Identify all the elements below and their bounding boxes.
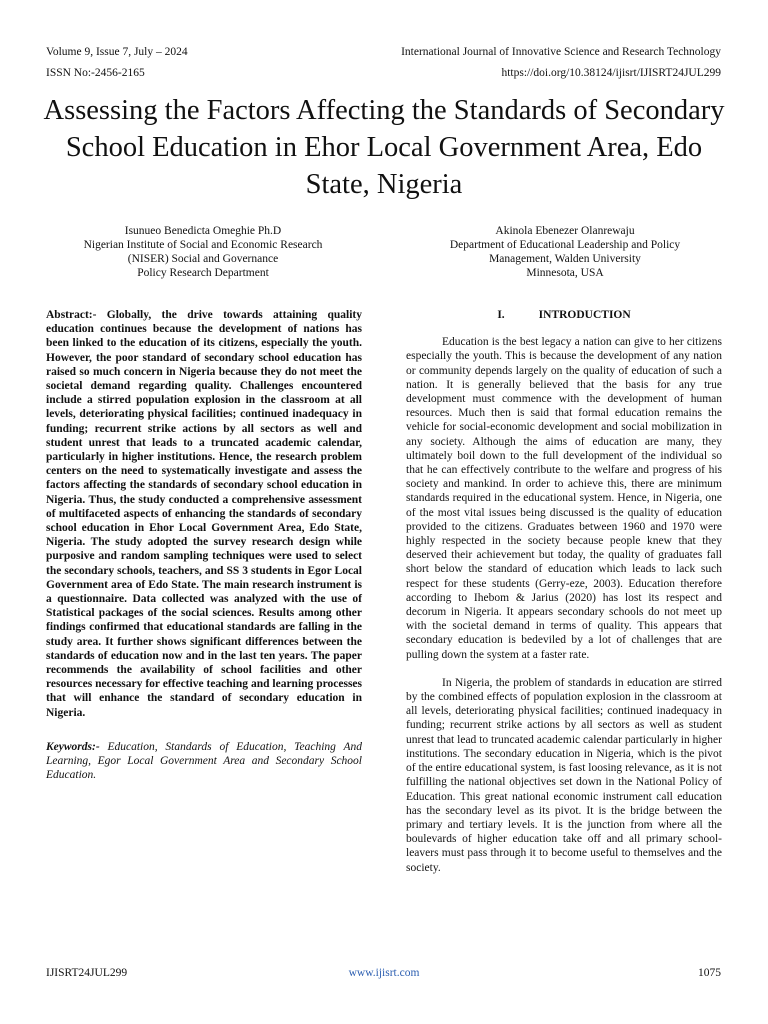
keywords-text: Education, Standards of Education, Teaching And Learning, Egor Local Government Area and Secondary School Education. bbox=[46, 740, 363, 782]
keywords-label: Keywords:- bbox=[46, 740, 100, 753]
left-column bbox=[46, 308, 362, 783]
keywords bbox=[46, 740, 362, 783]
body-paragraph: Education is the best legacy a nation can give to her citizens especially the youth. This is because the development of any nation or community depends largely on the quality of education of such a nation. It is generally believed that the basis for any true development must commence with the development of human resources. Much then is said that formal education remains the vehicle for social-economic development and social mobilization in any society. Although the aims of education are many, they ultimately boil down to the full development of the individual so that he can effectively contribute to the welfare and progress of his society and mankind. In order to achieve this, there are minimum standards required in the educational system. Hence, in Nigeria, one of the most vital issues being discussed is the quality of education provided to the citizens. Graduates between 1960 and 1970 were highly respected in the society because people knew that they deserved their achievement but today, the quality of graduates fall short below the standard of education which leads to lack such respect for these students (Gerry-eze, 2003). Education therefore according to Ihebom & Jarius (2020) has lost its respect and decorum in Nigeria. It appears secondary schools do not meet up with the societal demand in terms of quality. This appears that secondary education is bedeviled by a lot of challenges that are pulling down the system at a faster rate. bbox=[406, 336, 722, 661]
abstract-label: Abstract:- bbox=[46, 309, 97, 321]
abstract bbox=[46, 308, 362, 720]
body-paragraph: In Nigeria, the problem of standards in education are stirred by the combined effects of population explosion in the classroom at all levels, deteriorating physical facilities; continued inadequacy in funding; recurrent strike actions by all sectors as well as student unrest that lead to truncated academic calendar particularly in higher institutions. The secondary education in Nigeria, which is the pivot of the entire educational system, is fast loosing relevance, as it is not fulfilling the national objectives set down in the National Policy of Education. This great national economic instrument call education has the secondary level as its pivot. It is the bridge between the primary and tertiary levels. It is the junction from where all the boulevards of higher education take off and all primary school- leavers must pass through it to become useful to themselves and the society. bbox=[406, 676, 722, 874]
page-number: 1075 bbox=[698, 967, 721, 979]
author-name: Isunueo Benedicta Omeghie Ph.D bbox=[124, 225, 282, 237]
author-affiliation: Nigerian Institute of Social and Economic Research bbox=[83, 239, 323, 251]
footer-code: IJISRT24JUL299 bbox=[46, 967, 128, 979]
author-block-1 bbox=[38, 224, 368, 280]
author-affiliation: Policy Research Department bbox=[137, 267, 269, 279]
section-title: INTRODUCTION bbox=[538, 309, 631, 321]
journal-name: International Journal of Innovative Science and Research Technology bbox=[401, 46, 721, 58]
section-number: I. bbox=[497, 309, 505, 321]
author-affiliation: Department of Educational Leadership and Policy bbox=[449, 239, 681, 251]
section-heading bbox=[406, 308, 722, 322]
paper-title: Assessing the Factors Affecting the Standards of Secondary School Education in Ehor Local Government Area, Edo State, Nigeria bbox=[43, 95, 725, 200]
volume-info: Volume 9, Issue 7, July – 2024 bbox=[46, 46, 188, 58]
author-affiliation: Minnesota, USA bbox=[526, 267, 604, 279]
right-column bbox=[406, 308, 722, 889]
footer-website-link[interactable]: www.ijisrt.com bbox=[348, 967, 420, 979]
author-block-2 bbox=[400, 224, 730, 280]
issn: ISSN No:-2456-2165 bbox=[46, 67, 145, 79]
author-affiliation: (NISER) Social and Governance bbox=[127, 253, 279, 265]
doi-link[interactable]: https://doi.org/10.38124/ijisrt/IJISRT24JUL299 bbox=[501, 67, 721, 79]
abstract-text: Globally, the drive towards attaining quality education continues because the development of nations has been linked to the education of its citizens, especially the youth. However, the poor standard of secondary school education has raised so much concern in Nigeria because they do not meet the societal demand regarding quality. Challenges encountered include a stirred population explosion in the classroom at all levels, deteriorating physical facilities; continued inadequacy in funding; recurrent strike actions by all sectors as well and student unrest that leads to a truncated academic calendar, particularly in higher institutions. Hence, the research problem centers on the need to systematically investigate and assess the factors affecting the standards of secondary school education in Nigeria. Thus, the study conducted a comprehensive assessment of multifaceted aspects of enhancing the standards of secondary school education in Ehor Local Government Area, Edo State, Nigeria. The study adopted the survey research design while purposive and random sampling techniques were used to select the secondary schools, teachers, and SS 3 students in Egor Local Government area of Edo State. The main research instrument is a questionnaire. Data collected was analyzed with the use of Statistical packages of the social sciences. Results among other findings confirmed that educational standards are falling in the study area. It further shows significant differences between the standards of education now and in the last ten years. The paper recommends the availability of school facilities and other resources necessary for effective teaching and learning processes that will enhance the standard of secondary education in Nigeria. bbox=[46, 309, 362, 719]
author-name: Akinola Ebenezer Olanrewaju bbox=[495, 225, 635, 237]
author-affiliation: Management, Walden University bbox=[489, 253, 641, 265]
